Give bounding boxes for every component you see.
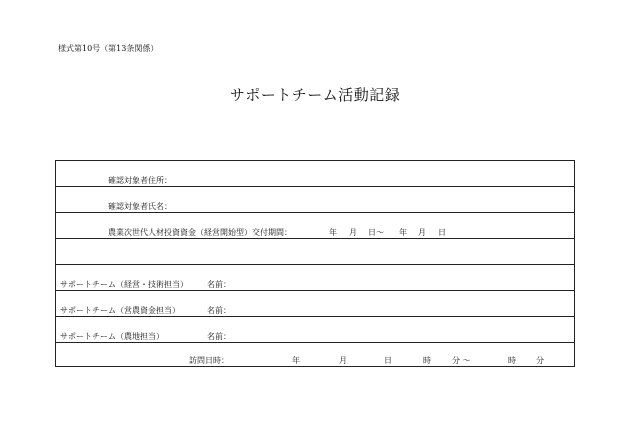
team-management-label: サポートチーム（経営・技術担当） bbox=[60, 280, 188, 289]
visit-year-unit: 年 bbox=[292, 356, 300, 365]
visit-datetime-row bbox=[56, 343, 574, 366]
form-number: 様式第10号（第13条関係） bbox=[58, 44, 159, 53]
team-farming-row bbox=[56, 291, 574, 317]
grant-start-year-unit: 年 bbox=[329, 228, 337, 237]
grant-period-row bbox=[56, 213, 574, 239]
visit-datetime-label: 訪問日時： bbox=[189, 356, 229, 365]
visit-start-hour-unit: 時 bbox=[423, 356, 431, 365]
name-label: 確認対象者氏名： bbox=[108, 202, 172, 211]
team-land-row bbox=[56, 317, 574, 343]
address-label: 確認対象者住所： bbox=[108, 176, 172, 185]
blank-row bbox=[56, 239, 574, 265]
team-land-label: サポートチーム（農地担当） bbox=[60, 332, 164, 341]
team-management-row bbox=[56, 265, 574, 291]
document-title: サポートチーム活動記録 bbox=[229, 86, 401, 104]
activity-record-table bbox=[55, 160, 575, 367]
visit-start-minute-unit: 分 ～ bbox=[452, 356, 471, 365]
grant-end-day-unit: 日 bbox=[438, 228, 446, 237]
team-farming-label: サポートチーム（営農資金担当） bbox=[60, 306, 180, 315]
team-land-name-label: 名前： bbox=[207, 332, 231, 341]
grant-start-month-unit: 月 bbox=[349, 228, 357, 237]
grant-end-month-unit: 月 bbox=[418, 228, 426, 237]
team-farming-name-label: 名前： bbox=[207, 306, 231, 315]
visit-end-hour-unit: 時 bbox=[508, 356, 516, 365]
address-row bbox=[56, 161, 574, 187]
visit-end-minute-unit: 分 bbox=[536, 356, 544, 365]
visit-month-unit: 月 bbox=[339, 356, 347, 365]
name-row bbox=[56, 187, 574, 213]
visit-day-unit: 日 bbox=[384, 356, 392, 365]
grant-period-label: 農業次世代人材投資資金（経営開始型）交付期間： bbox=[108, 228, 292, 237]
team-management-name-label: 名前： bbox=[207, 280, 231, 289]
grant-start-day-unit: 日～ bbox=[368, 228, 384, 237]
grant-end-year-unit: 年 bbox=[399, 228, 407, 237]
